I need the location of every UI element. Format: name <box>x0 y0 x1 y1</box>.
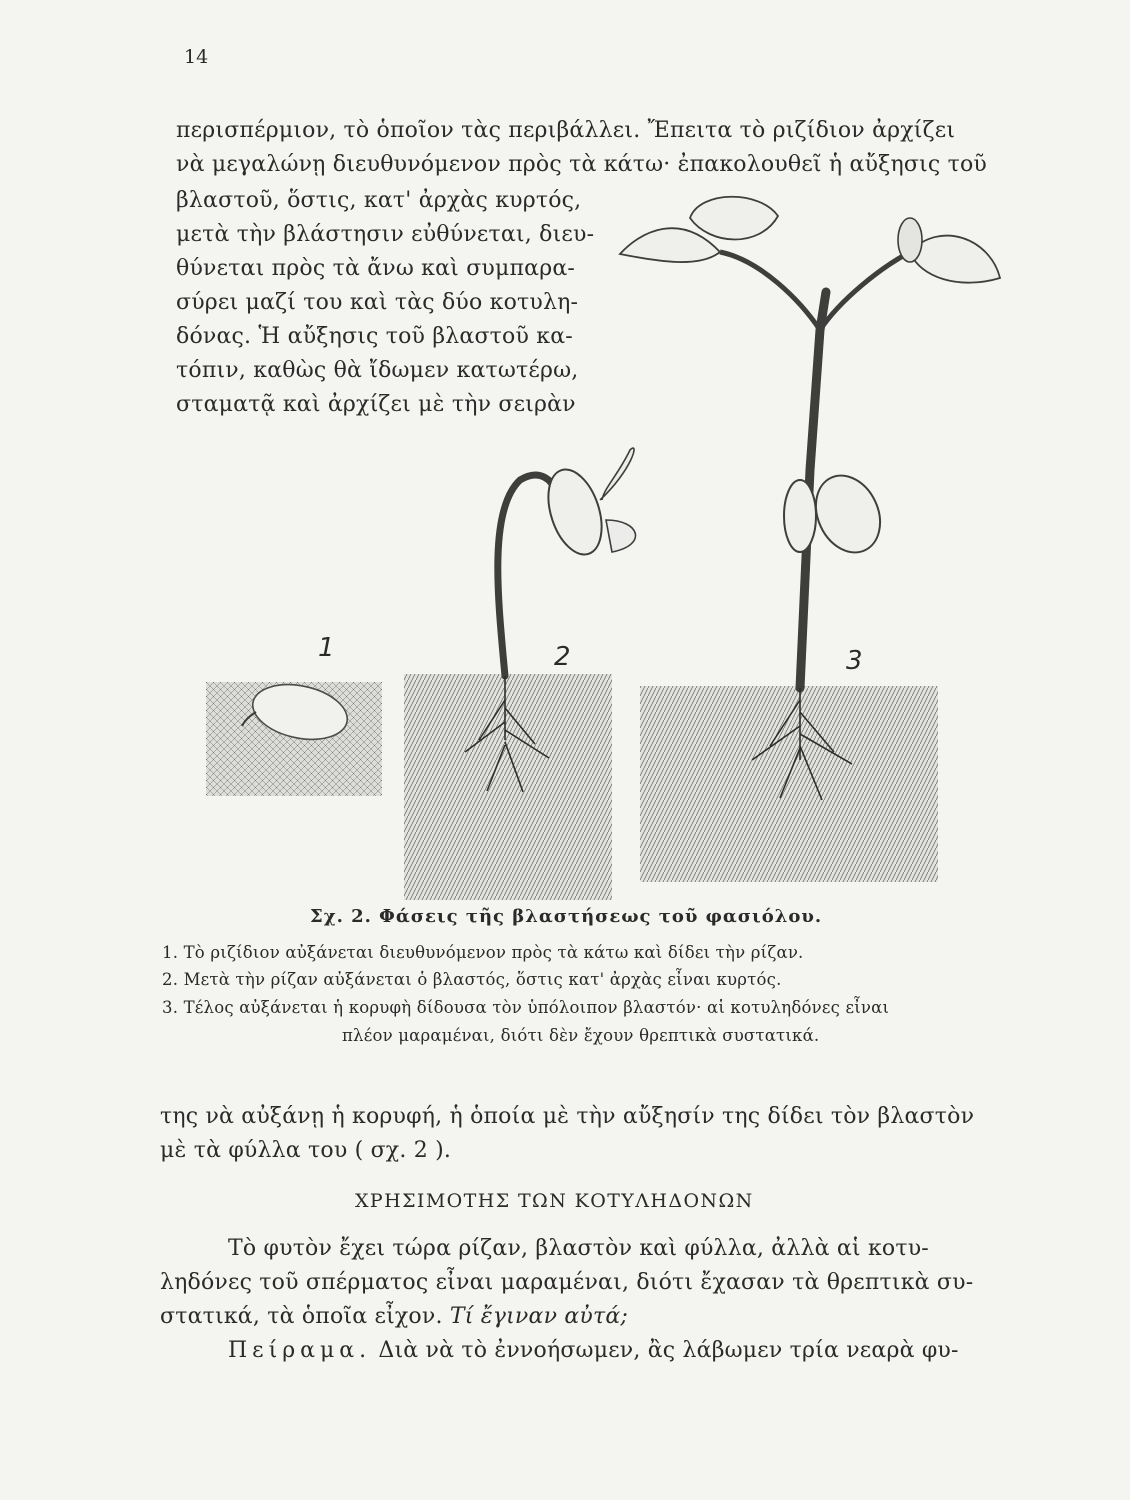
body-line: μετὰ τὴν βλάστησιν εὐθύνεται, διευ- <box>176 222 595 247</box>
body-line: σταματᾷ καὶ ἀρχίζει μὲ τὴν σειρὰν <box>176 392 576 417</box>
italic-question: Τί ἔγιναν αὐτά; <box>449 1304 628 1329</box>
experiment-label: Πείραμα. <box>228 1338 372 1363</box>
body-line: βλαστοῦ, ὅστις, κατ' ἀρχὰς κυρτός, <box>176 188 582 213</box>
stage-label-2: 2 <box>554 642 571 672</box>
body-line: τόπιν, καθὼς θὰ ἴδωμεν κατωτέρω, <box>176 358 579 383</box>
body-line <box>228 1338 959 1363</box>
body-line: θύνεται πρὸς τὰ ἄνω καὶ συμπαρα- <box>176 256 576 281</box>
figure-legend-item: 2. Μετὰ τὴν ρίζαν αὐξάνεται ὁ βλαστός, ὅστις κατ' ἀρχὰς εἶναι κυρτός. <box>162 970 782 989</box>
body-line: ληδόνες τοῦ σπέρματος εἶναι μαραμέναι, διότι ἔχασαν τὰ θρεπτικὰ συ- <box>160 1270 974 1295</box>
figure-legend-item: 1. Τὸ ριζίδιον αὐξάνεται διευθυνόμενον πρὸς τὰ κάτω καὶ δίδει τὴν ρίζαν. <box>162 943 804 962</box>
body-line: της νὰ αὐξάνῃ ἡ κορυφή, ἡ ὁποία μὲ τὴν αὔξησίν της δίδει τὸν βλαστὸν <box>160 1104 975 1129</box>
body-text: στατικά, τὰ ὁποῖα εἶχον. <box>160 1304 443 1329</box>
body-text: Διὰ νὰ τὸ ἐννοήσωμεν, ἂς λάβωμεν τρία νεαρὰ φυ- <box>378 1338 959 1363</box>
figure-legend-item: 3. Τέλος αὐξάνεται ἡ κορυφὴ δίδουσα τὸν ὑπόλοιπον βλαστόν· αἱ κοτυληδόνες εἶναι <box>162 998 890 1017</box>
page-number: 14 <box>184 46 209 68</box>
body-line: μὲ τὰ φύλλα του ( σχ. 2 ). <box>160 1138 452 1163</box>
stage-label-3: 3 <box>846 646 863 676</box>
body-line <box>160 1304 628 1329</box>
body-line: νὰ μεγαλώνῃ διευθυνόμενον πρὸς τὰ κάτω· ἐπακολουθεῖ ἡ αὔξησις τοῦ <box>176 152 987 177</box>
stage-label-1: 1 <box>318 633 335 663</box>
section-heading: ΧΡΗΣΙΜΟΤΗΣ ΤΩΝ ΚΟΤΥΛΗΔΟΝΩΝ <box>355 1190 754 1212</box>
stage-1-seed <box>206 677 382 796</box>
stage-2-seedling <box>404 448 636 900</box>
body-line: Τὸ φυτὸν ἔχει τώρα ρίζαν, βλαστὸν καὶ φύλλα, ἀλλὰ αἱ κοτυ- <box>228 1236 929 1261</box>
body-line: σύρει μαζί του καὶ τὰς δύο κοτυλη- <box>176 290 579 315</box>
figure-legend-item: πλέον μαραμέναι, διότι δὲν ἔχουν θρεπτικὰ συστατικά. <box>342 1026 820 1045</box>
body-line: περισπέρμιον, τὸ ὁποῖον τὰς περιβάλλει. Ἔπειτα τὸ ριζίδιον ἀρχίζει <box>176 118 956 143</box>
stage-3-plant <box>620 197 1000 882</box>
figure-caption-title: Σχ. 2. Φάσεις τῆς βλαστήσεως τοῦ φασιόλου. <box>310 906 823 927</box>
body-line: δόνας. Ἡ αὔξησις τοῦ βλαστοῦ κα- <box>176 324 573 349</box>
